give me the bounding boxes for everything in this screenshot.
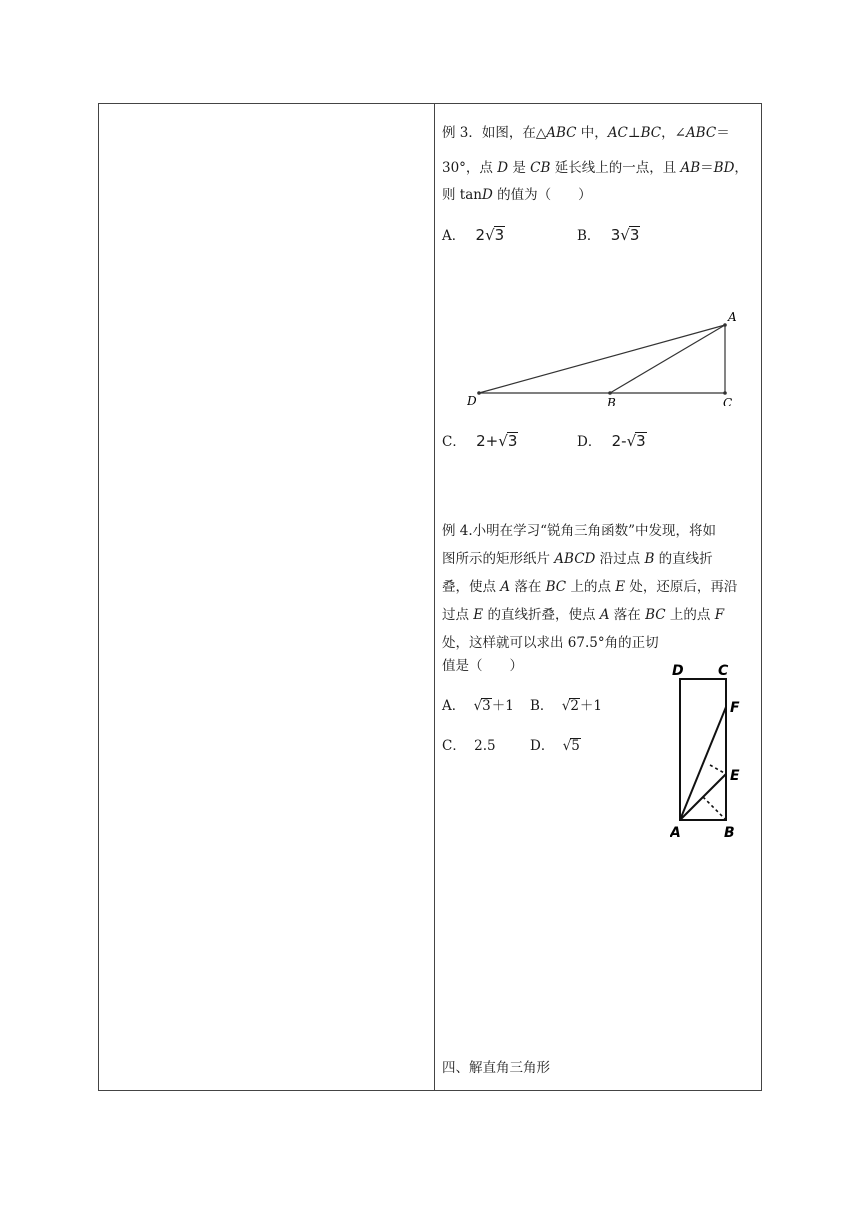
text: AC [607,125,628,141]
example4-line1: 例 4.小明在学习“锐角三角函数”中发现，将如 [442,523,716,539]
text: BC [645,607,666,623]
text: D [481,187,493,203]
text: 3 [629,226,640,244]
label-b: B [607,396,616,406]
text: 的直线折 [654,551,713,567]
label-c: C [723,396,733,406]
text: ABC [546,125,577,141]
text: ＝ [700,160,714,176]
label-c: C [718,663,729,679]
text: 30°，点 [442,160,498,176]
example3-option-c [442,430,518,450]
sqrt-icon: √ [620,226,630,244]
option-label: B． [577,228,601,244]
sqrt-icon: √ [561,698,571,714]
option-label: C． [442,434,466,450]
text: ＝ [716,125,730,141]
text: BD [713,160,735,176]
column-divider [434,104,435,1090]
text: 图所示的矩形纸片 [442,551,555,567]
segment-af [680,707,726,820]
text: 3 [610,226,621,244]
text: 3 [482,698,491,714]
example3-option-a [442,224,505,244]
point-c [723,391,727,395]
text: 中， [576,125,608,141]
text: 的直线折叠，使点 [483,607,600,623]
text: 落在 [609,607,646,623]
text: E [615,579,626,595]
text: 上的点 [665,607,715,623]
text: F [714,607,725,623]
label-b: B [724,825,735,841]
text: ⊥ [627,125,641,141]
example4-option-a [442,694,514,714]
text: 沿过点 [595,551,645,567]
segment-ba [610,325,725,393]
rectangle-fold-figure [670,661,760,841]
text: E [473,607,484,623]
text: 2 [570,698,579,714]
text: 2- [611,432,627,450]
fold-line-be [703,797,726,820]
text: AB [680,160,701,176]
text: ABCD [554,551,596,567]
point-d [477,391,481,395]
option-label: D． [530,738,555,754]
sqrt-icon: √ [562,738,572,754]
label-d: D [672,663,684,679]
example4-line5: 处，这样就可以求出 67.5°角的正切 [442,635,659,651]
example4-option-b [530,694,602,714]
text: ＋1 [491,698,514,714]
text: 叠，使点 [442,579,501,595]
example4-line6: 值是（ ） [442,658,523,674]
text: 2+ [476,432,499,450]
example3-line1 [442,121,730,141]
text: 落在 [510,579,546,595]
option-label: A． [442,228,466,244]
text: 例 3．如图，在△ [442,125,547,141]
fold-line-ef [710,765,726,774]
text: A [599,607,610,623]
text: A [500,579,511,595]
text: BC [640,125,662,141]
text: 过点 [442,607,474,623]
option-label: B． [530,698,554,714]
example4-line3 [442,575,737,595]
text: BC [545,579,567,595]
example3-line3 [442,183,592,203]
text: B [644,551,655,567]
text: D [497,160,509,176]
sqrt-icon: √ [473,698,483,714]
option-label: C． [442,738,466,754]
option-label: D． [577,434,602,450]
text: 3 [507,432,518,450]
text: ABC [685,125,717,141]
label-a: A [728,310,737,324]
example3-option-b [577,224,640,244]
triangle-figure [467,306,767,406]
text: ，∠ [661,125,686,141]
text: 延长线上的一点，且 [550,160,681,176]
section4-title: 四、解直角三角形 [442,1060,550,1076]
text: 2 [475,226,486,244]
label-d: D [467,394,477,406]
text: 3 [494,226,505,244]
text: 3 [636,432,646,450]
example3-line2 [442,156,748,176]
text: 是 [508,160,531,176]
text: 则 tan [442,187,482,203]
example3-option-d [577,430,647,450]
text: ， [734,160,748,176]
text: 上的点 [566,579,616,595]
example4-line2 [442,547,713,567]
sqrt-icon: √ [626,432,637,450]
sqrt-icon: √ [498,432,508,450]
option-label: A． [442,698,466,714]
segment-da [479,325,725,393]
point-b [608,391,612,395]
rectangle-abcd [680,679,726,820]
text: 2.5 [474,738,496,754]
label-a: A [670,825,681,841]
text: 的值为（ ） [492,187,592,203]
example4-line4 [442,603,724,623]
label-f: F [730,700,740,716]
text: 处，还原后，再沿 [625,579,738,595]
label-e: E [730,768,740,784]
text: CB [530,160,551,176]
example4-option-c [442,734,496,754]
content-table [98,103,762,1091]
sqrt-icon: √ [485,226,495,244]
text: 5 [571,738,580,754]
example4-option-d [530,734,581,754]
text: ＋1 [579,698,603,714]
point-a [723,323,727,327]
